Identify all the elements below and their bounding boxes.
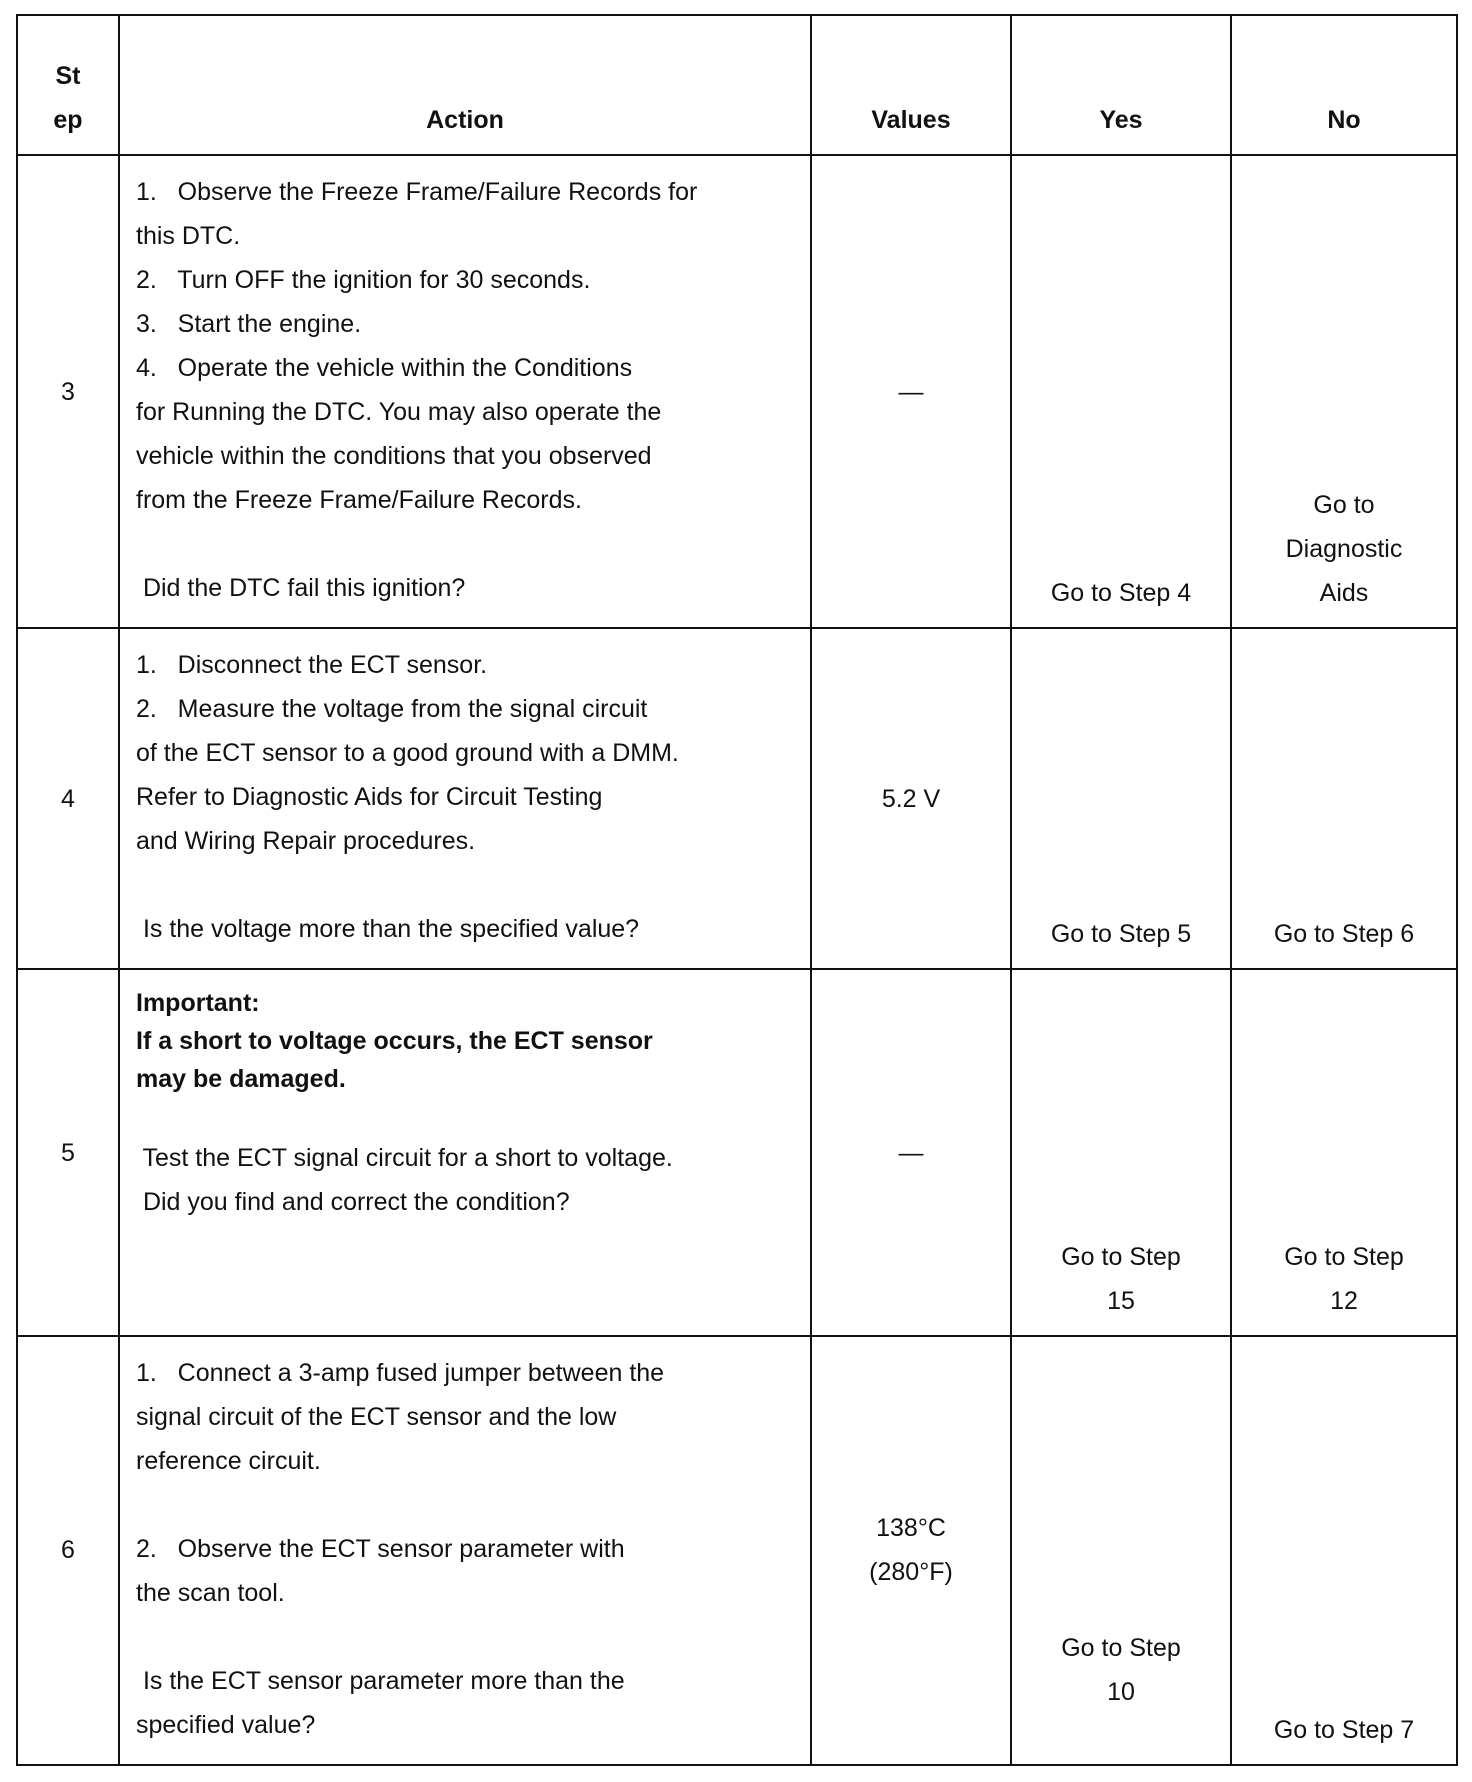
action-line: 1. Disconnect the ECT sensor. [136,651,488,680]
action-line: the scan tool. [136,1578,285,1607]
action-line: Refer to Diagnostic Aids for Circuit Testing [136,783,603,812]
no-text: Go to Step [1284,1242,1404,1271]
action-cell [119,628,811,969]
header-step-line-1: St [55,62,81,91]
step-number: 5 [17,969,119,1336]
header-step [17,15,119,155]
action-line: 4. Operate the vehicle within the Conditions [136,354,633,383]
no-cell [1231,969,1457,1336]
action-line: Test the ECT signal circuit for a short to voltage. [136,1144,673,1173]
yes-text: Go to Step [1061,1242,1181,1271]
action-question: Is the ECT sensor parameter more than the [136,1666,625,1695]
value-cell: 5.2 V [811,628,1011,969]
action-question: specified value? [136,1710,316,1739]
header-no: No [1231,15,1457,155]
yes-text: Go to Step 4 [1050,579,1192,608]
action-line: 2. Turn OFF the ignition for 30 seconds. [136,266,591,295]
yes-text: 10 [1107,1678,1135,1706]
action-line: vehicle within the conditions that you observed [136,442,652,471]
step-number: 3 [17,155,119,628]
yes-cell [1011,1336,1231,1765]
action-line: for Running the DTC. You may also operate the [136,398,662,427]
action-line: 1. Observe the Freeze Frame/Failure Records for [136,178,698,207]
action-line: 3. Start the engine. [136,310,362,339]
value-text: (280°F) [869,1558,953,1587]
no-cell [1231,628,1457,969]
action-question: Did the DTC fail this ignition? [136,574,466,603]
no-cell [1231,155,1457,628]
important-text: If a short to voltage occurs, the ECT sensor [136,1027,653,1056]
yes-cell [1011,628,1231,969]
action-line: 2. Measure the voltage from the signal circuit [136,695,648,724]
yes-cell [1011,969,1231,1336]
important-label: Important: [136,989,260,1018]
value-cell: — [811,969,1011,1336]
step-number: 4 [17,628,119,969]
header-yes: Yes [1011,15,1231,155]
action-line: from the Freeze Frame/Failure Records. [136,486,582,515]
action-line: Did you find and correct the condition? [136,1188,570,1217]
no-text: 12 [1330,1286,1358,1315]
value-cell [811,1336,1011,1765]
no-text: Go to Step 6 [1273,920,1415,949]
header-step-line-2: ep [53,106,83,135]
action-question: Is the voltage more than the specified value? [136,915,640,944]
action-line: reference circuit. [136,1446,321,1475]
no-text: Go to [1313,491,1375,520]
step-number: 6 [17,1336,119,1765]
no-text: Diagnostic [1285,535,1403,564]
no-text: Go to Step 7 [1273,1716,1415,1744]
no-cell [1231,1336,1457,1765]
yes-text: Go to Step 5 [1050,920,1192,949]
value-text: 138°C [876,1514,946,1543]
header-row [17,15,1457,155]
diagnostic-table [16,14,1458,1766]
action-line: 2. Observe the ECT sensor parameter with [136,1534,625,1563]
yes-text: 15 [1107,1286,1135,1315]
important-text: may be damaged. [136,1065,346,1094]
action-line: 1. Connect a 3-amp fused jumper between the [136,1358,665,1387]
action-cell [119,969,811,1336]
table-row [17,155,1457,628]
value-cell: — [811,155,1011,628]
header-values: Values [811,15,1011,155]
table-row [17,628,1457,969]
action-cell [119,1336,811,1765]
action-line: signal circuit of the ECT sensor and the low [136,1402,617,1431]
header-action: Action [119,15,811,155]
table-row [17,969,1457,1336]
action-line: of the ECT sensor to a good ground with a DMM. [136,739,679,768]
no-text: Aids [1319,579,1369,608]
action-line: this DTC. [136,222,241,251]
table-row [17,1336,1457,1765]
yes-cell [1011,155,1231,628]
yes-text: Go to Step [1061,1634,1181,1662]
action-line: and Wiring Repair procedures. [136,827,476,856]
action-cell [119,155,811,628]
